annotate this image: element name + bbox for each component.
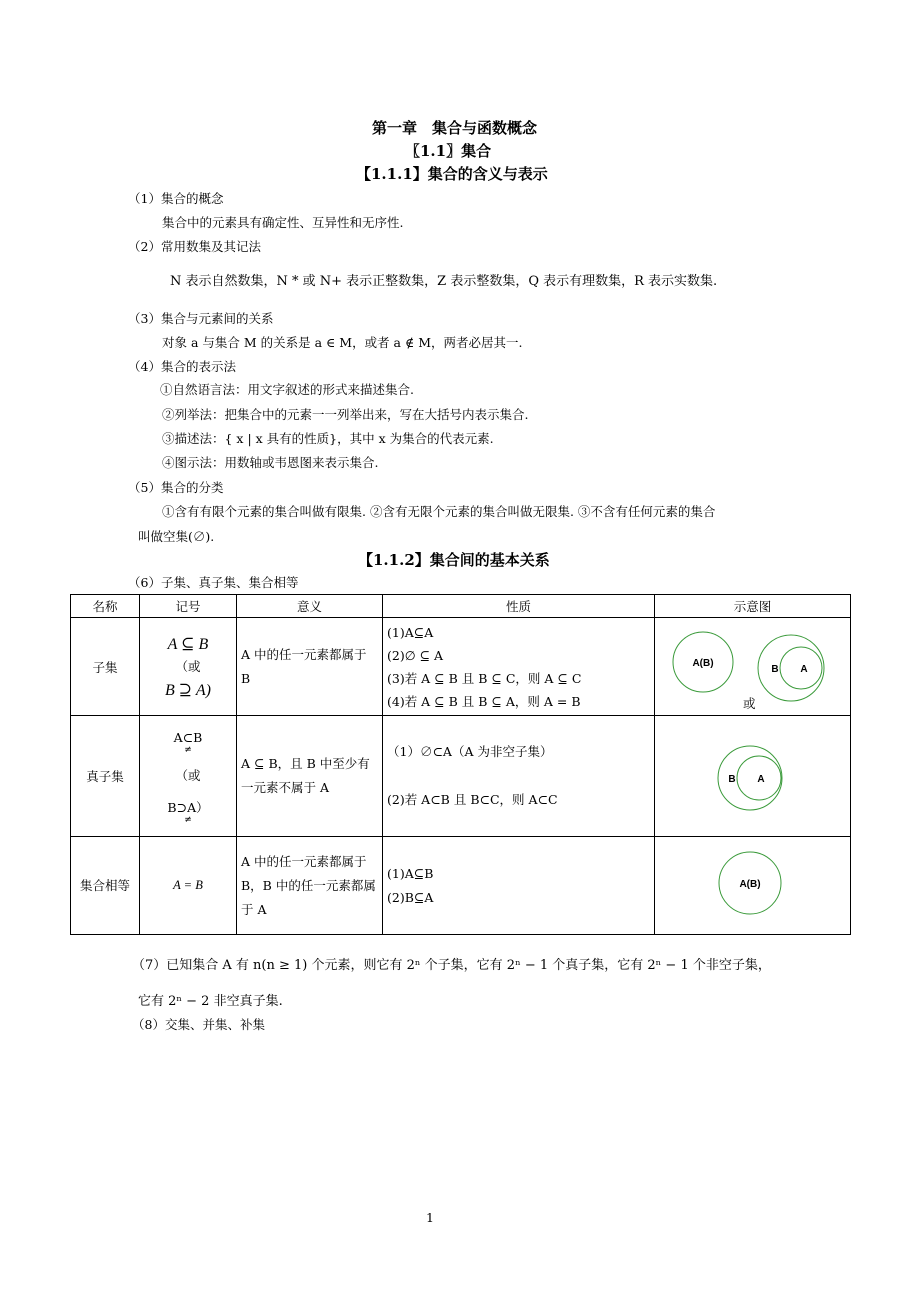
item-7-line-1: （7）已知集合 A 有 n(n ≥ 1) 个元素，则它有 2ⁿ 个子集，它有 2ⁿ − 1 个真子集，它有 2ⁿ − 1 个非空子集，: [132, 958, 771, 973]
row-meaning: A 中的任一元素都属于 B，B 中的任一元素都属于 A: [237, 837, 383, 935]
symbol-alt: B ⊇ A): [165, 681, 211, 699]
property: (2)B⊆A: [387, 889, 434, 905]
venn-diagram-equal: [655, 837, 851, 934]
symbol-main: A ⊆ B: [167, 635, 209, 653]
row-diagram: [655, 837, 851, 935]
property: (4)若 A ⊆ B 且 B ⊆ A，则 A = B: [387, 693, 581, 709]
page-number: 1: [426, 1210, 434, 1225]
row-diagram: [655, 618, 851, 716]
table-header-row: [71, 595, 851, 618]
subsection-title-2: 【1.1.2】集合间的基本关系: [358, 551, 550, 569]
row-name: 子集: [71, 618, 140, 716]
row-properties: [383, 837, 655, 935]
row-meaning: A ⊆ B，且 B 中至少有一元素不属于 A: [237, 716, 383, 837]
subsection-title-1: 【1.1.1】集合的含义与表示: [356, 165, 548, 183]
table-row: [71, 618, 851, 716]
property: （1）∅⊂A（A 为非空子集）: [387, 744, 553, 759]
item-4-method-2: ②列举法：把集合中的元素一一列举出来，写在大括号内表示集合.: [162, 407, 529, 422]
symbol-main: A⊂B: [173, 730, 203, 745]
row-properties: [383, 618, 655, 716]
row-symbol: A = B: [140, 837, 237, 935]
symbol-alt: B⊃A）: [167, 800, 209, 815]
item-4-method-1: ①自然语言法：用文字叙述的形式来描述集合.: [160, 382, 414, 397]
set-relations-table: [70, 594, 851, 935]
property: (2)若 A⊂B 且 B⊂C，则 A⊂C: [387, 792, 558, 807]
section-title: 〖1.1〗集合: [405, 142, 492, 160]
row-meaning: A 中的任一元素都属于 B: [237, 618, 383, 716]
item-2-heading: （2）常用数集及其记法: [128, 239, 261, 254]
venn-label: B: [771, 664, 779, 675]
item-8-heading: （8）交集、并集、补集: [132, 1017, 265, 1032]
row-diagram: [655, 716, 851, 837]
property: (1)A⊆A: [387, 624, 434, 640]
item-6-heading: （6）子集、真子集、集合相等: [128, 575, 299, 590]
row-symbol: [140, 716, 237, 837]
chapter-title: 第一章 集合与函数概念: [372, 119, 538, 137]
property: (1)A⊆B: [387, 865, 434, 881]
header-symbol: 记号: [140, 595, 237, 618]
item-1-body: 集合中的元素具有确定性、互异性和无序性.: [162, 215, 404, 230]
item-5-heading: （5）集合的分类: [128, 480, 224, 495]
item-4-method-3: ③描述法：{ x | x 具有的性质}，其中 x 为集合的代表元素.: [162, 431, 494, 446]
item-4-heading: （4）集合的表示法: [128, 359, 236, 374]
header-diagram: 示意图: [655, 595, 851, 618]
table-row: [71, 837, 851, 935]
item-5-body-line-2: 叫做空集(∅).: [138, 529, 215, 544]
header-meaning: 意义: [237, 595, 383, 618]
header-name: 名称: [71, 595, 140, 618]
neq-mark: ≠: [184, 745, 192, 755]
item-7-line-2: 它有 2ⁿ − 2 非空真子集.: [138, 994, 283, 1009]
neq-mark: ≠: [184, 815, 192, 825]
item-2-body: N 表示自然数集，N * 或 N+ 表示正整数集，Z 表示整数集，Q 表示有理数集，R 表示实数集.: [170, 274, 718, 289]
row-properties: [383, 716, 655, 837]
item-4-method-4: ④图示法：用数轴或韦恩图来表示集合.: [162, 455, 379, 470]
property: (3)若 A ⊆ B 且 B ⊆ C，则 A ⊆ C: [387, 670, 582, 686]
venn-circle-outer: [758, 635, 824, 701]
diagram-or: 或: [743, 696, 756, 711]
venn-label: A(B): [692, 658, 714, 669]
row-name: 真子集: [71, 716, 140, 837]
property: (2)∅ ⊆ A: [387, 647, 444, 663]
venn-diagram-proper-subset: [655, 716, 851, 836]
symbol-or: （或: [175, 658, 201, 674]
venn-label: A: [800, 664, 808, 675]
table-row: [71, 716, 851, 837]
item-5-body-line-1: ①含有有限个元素的集合叫做有限集. ②含有无限个元素的集合叫做无限集. ③不含有任何元素的集合: [162, 504, 716, 519]
item-1-heading: （1）集合的概念: [128, 191, 224, 206]
header-properties: 性质: [383, 595, 655, 618]
item-3-body: 对象 a 与集合 M 的关系是 a ∈ M，或者 a ∉ M，两者必居其一.: [162, 335, 523, 350]
symbol-or: （或: [175, 768, 201, 783]
venn-label: B: [728, 774, 736, 785]
row-name: 集合相等: [71, 837, 140, 935]
venn-label: A(B): [739, 879, 761, 890]
row-symbol: [140, 618, 237, 716]
item-3-heading: （3）集合与元素间的关系: [128, 311, 274, 326]
venn-label: A: [757, 774, 765, 785]
